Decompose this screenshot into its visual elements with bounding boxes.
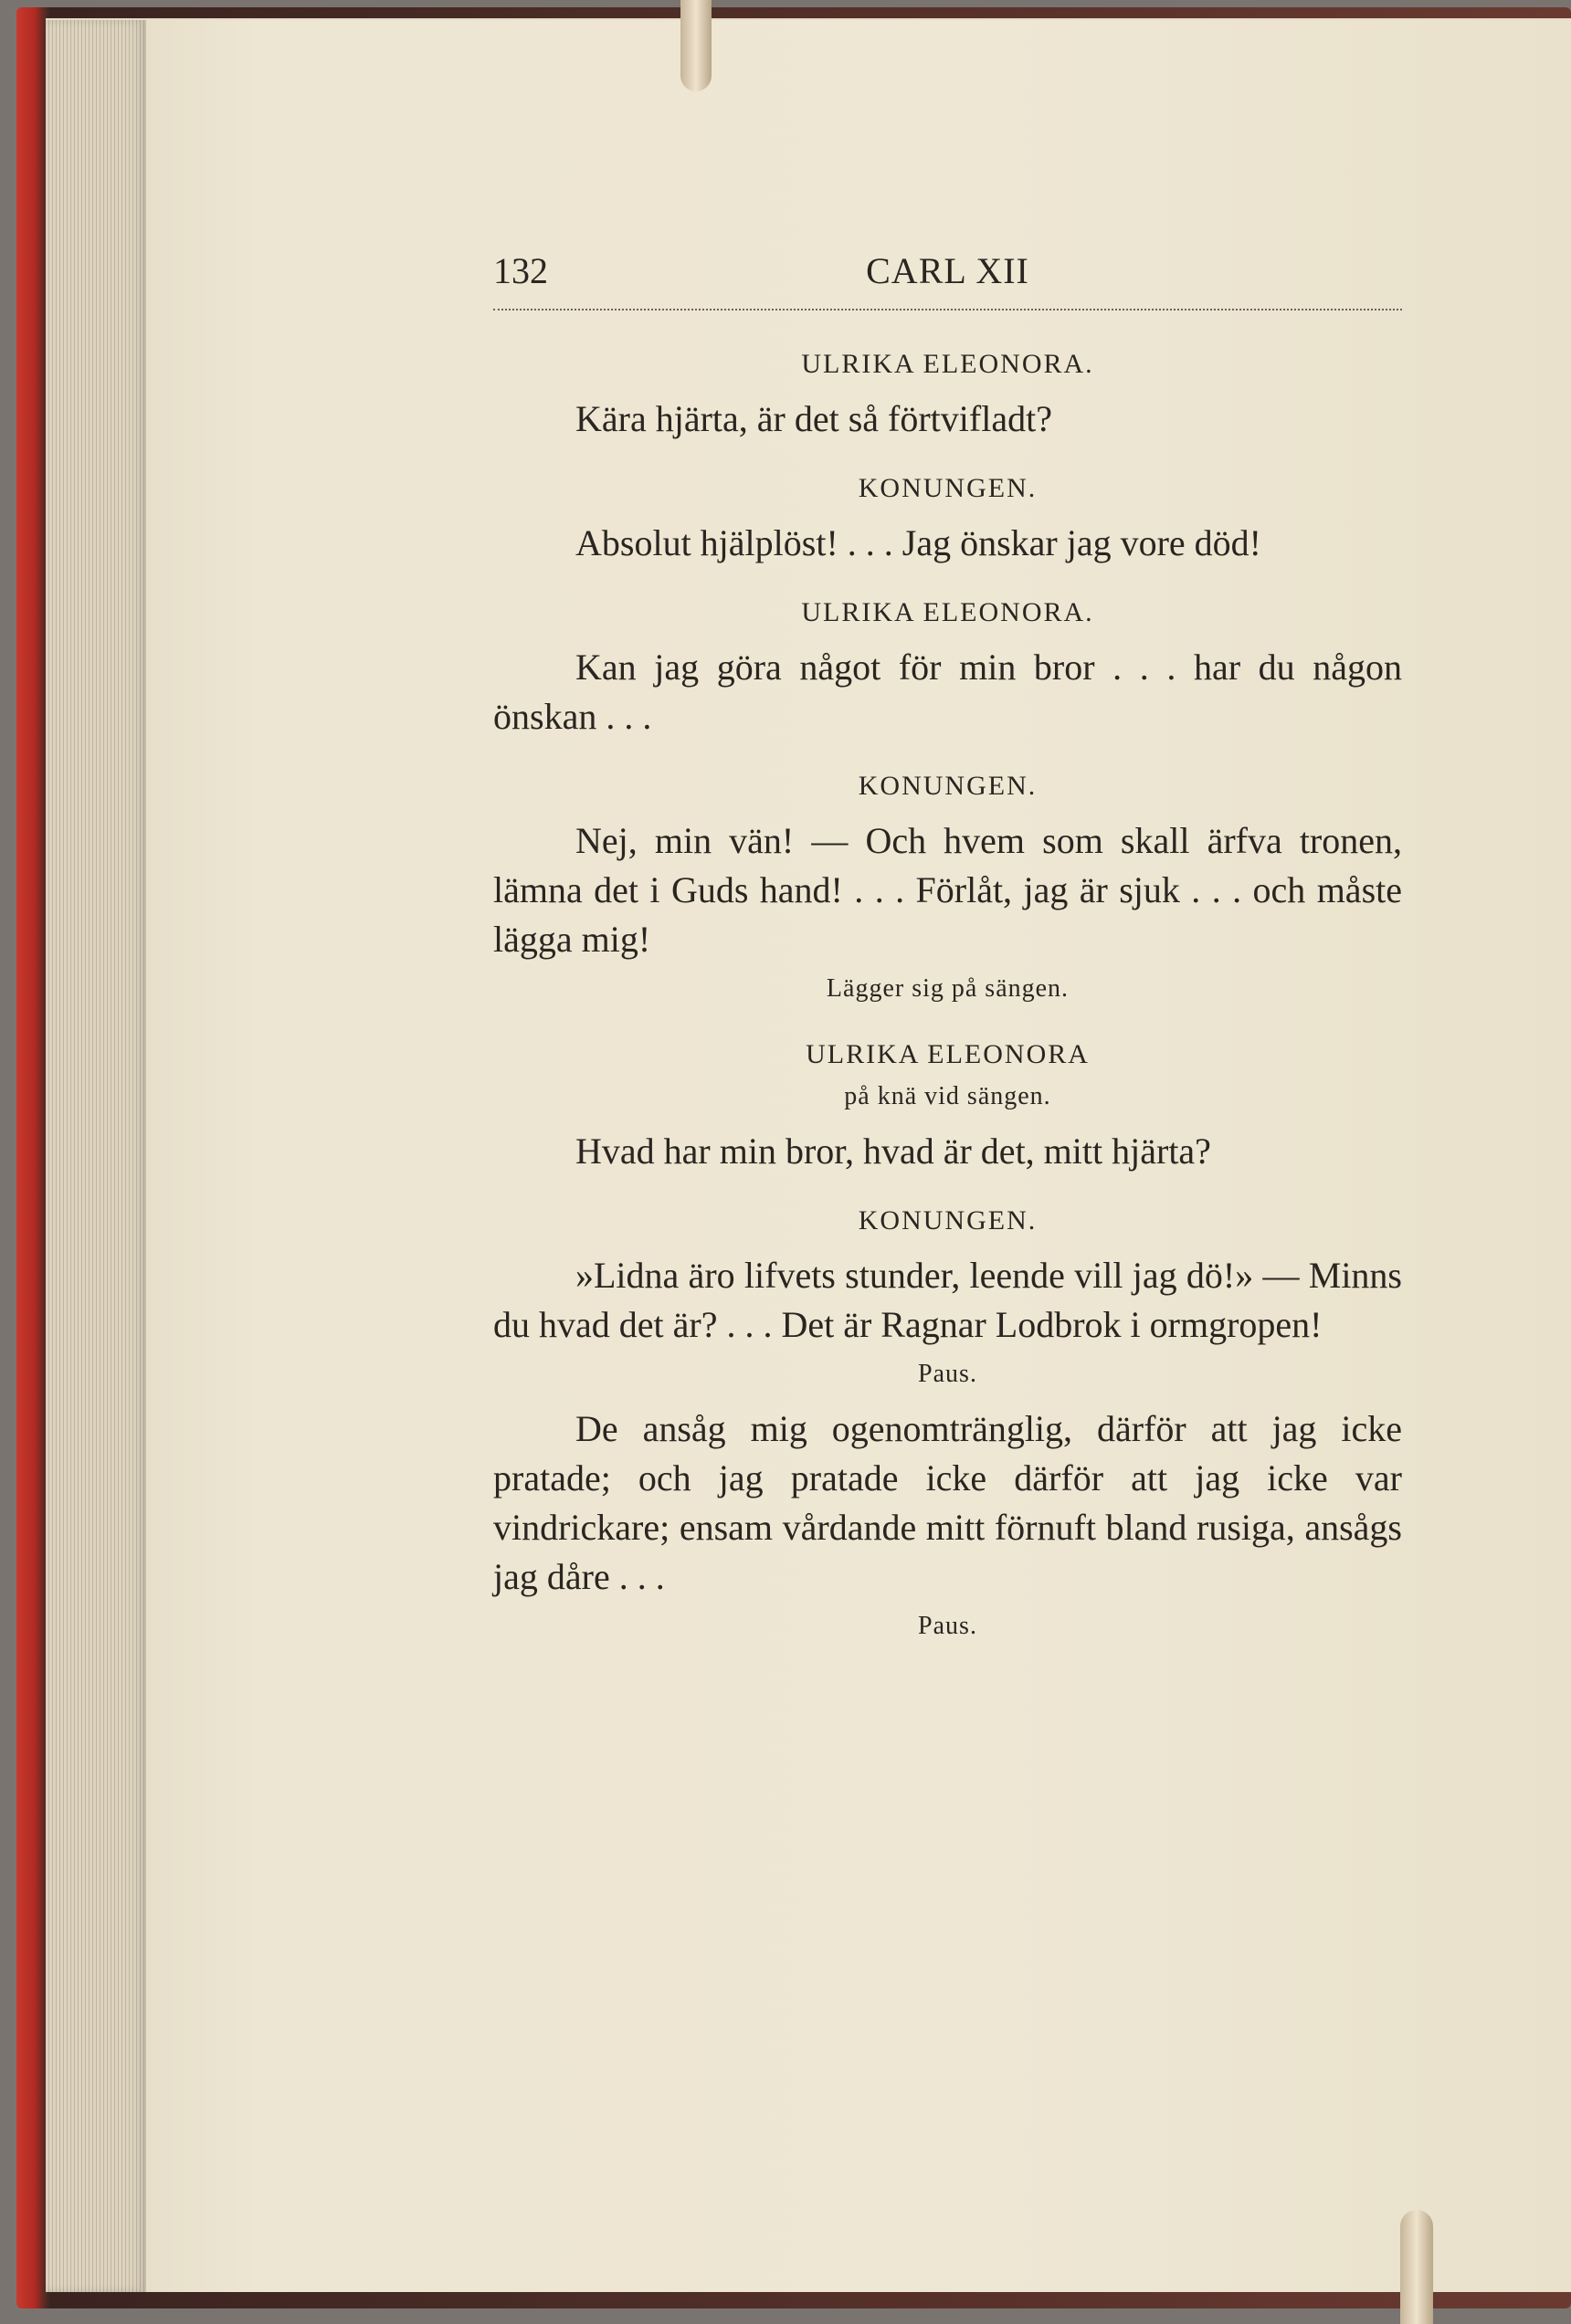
speaker-name: ULRIKA ELEONORA: [806, 1039, 1090, 1069]
speech-text: Absolut hjälplöst! . . . Jag önskar jag vore död!: [575, 522, 1261, 563]
stage-direction: Lägger sig på sängen.: [826, 974, 1070, 1003]
speech-text: Hvad har min bror, hvad är det, mitt hjärta?: [575, 1130, 1211, 1172]
speaker-name: KONUNGEN.: [858, 473, 1038, 503]
speaker-name: KONUNGEN.: [858, 1205, 1038, 1236]
bookmark-ribbon-top: [680, 0, 712, 91]
stage-direction: på knä vid sängen.: [844, 1082, 1051, 1110]
page-text: [493, 247, 1402, 1647]
speech-text: »Lidna äro lifvets stunder, leende vill jag dö!» — Minns du hvad det är? . . . Det är Ragnar Lodbrok i ormgropen!: [493, 1255, 1402, 1345]
stage-direction: Paus.: [918, 1360, 977, 1388]
page-number: 132: [493, 250, 548, 291]
stage-direction: Paus.: [918, 1612, 977, 1640]
speech-text: De ansåg mig ogenomtränglig, därför att jag icke pratade; och jag pratade icke därför att jag icke var vindrickare; ensam vårdande mitt förnuft bland rusiga, ansågs jag dåre . . .: [493, 1408, 1402, 1597]
page-edges: [46, 20, 146, 2292]
speech-text: Nej, min vän! — Och hvem som skall ärfva tronen, lämna det i Guds hand! . . . Förlåt, jag är sjuk . . . och måste lägga mig!: [493, 820, 1402, 960]
speech-text: Kan jag göra något för min bror . . . har du någon önskan . . .: [493, 647, 1402, 737]
speaker-name: KONUNGEN.: [858, 771, 1038, 801]
speaker-name: ULRIKA ELEONORA.: [801, 349, 1094, 379]
speech-text: Kära hjärta, är det så förtvifladt?: [575, 398, 1052, 439]
speaker-name: ULRIKA ELEONORA.: [801, 597, 1094, 627]
bookmark-ribbon-bottom: [1400, 2210, 1433, 2324]
running-title: CARL XII: [866, 250, 1029, 291]
page-header: [493, 247, 1402, 310]
